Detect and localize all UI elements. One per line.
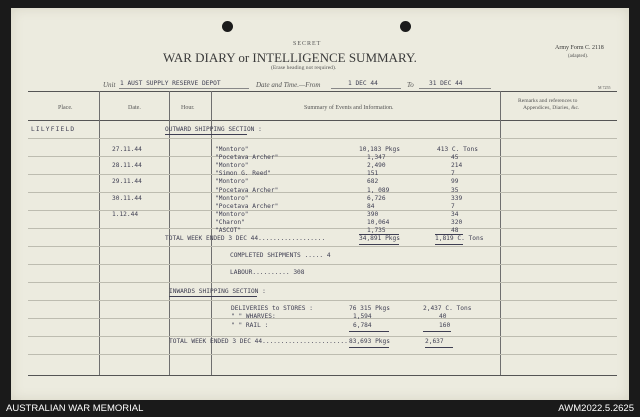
outward-row-tons: 320: [451, 218, 463, 226]
outward-heading: OUTWARD SHIPPING SECTION :: [165, 126, 262, 133]
inward-row-tons: 2,437 C. Tons: [423, 305, 472, 312]
inward-row-tons: 40: [439, 313, 447, 321]
col-header-summary: Summary of Events and Information.: [304, 105, 394, 111]
outward-row-vessel: "Montoro": [215, 210, 249, 218]
outward-row-tons: 99: [451, 178, 459, 186]
outward-row-tons: 35: [451, 186, 459, 194]
outward-heading-underline: [165, 134, 247, 135]
inward-row-pkgs: 1,594: [353, 313, 372, 321]
inward-row-pkgs: 6,784: [353, 321, 372, 329]
outward-row-pkgs: 84: [367, 202, 375, 210]
col-divider-summary: [500, 91, 501, 375]
outward-total-tons: 1,819 C. Tons: [435, 235, 484, 242]
row-rule: [28, 282, 617, 283]
row-rule: [28, 156, 617, 157]
inward-tons-underline: [423, 331, 451, 332]
outward-row-vessel: "Montoro": [215, 162, 249, 170]
table-header-rule: [28, 120, 617, 121]
col-header-remarks-1: Remarks and references to: [518, 98, 578, 104]
outward-row-pkgs: 1, 089: [367, 186, 390, 194]
secret-label: SECRET: [293, 41, 322, 47]
col-divider-place: [99, 91, 100, 375]
outward-row-vessel: "Montoro": [215, 178, 249, 186]
inward-row-label: " " RAIL :: [231, 321, 269, 329]
inward-total-label: TOTAL WEEK ENDED 3 DEC 44.......................: [169, 338, 348, 345]
outward-row-vessel: "Simon G. Reed": [215, 170, 271, 178]
table-top-rule: [28, 91, 617, 92]
date-to-underline: [419, 88, 491, 89]
outward-row-pkgs: 10,064: [367, 218, 390, 226]
punch-hole-left: [222, 21, 233, 32]
form-title: WAR DIARY or INTELLIGENCE SUMMARY.: [163, 50, 417, 65]
inward-row-pkgs: 76 315 Pkgs: [349, 305, 390, 312]
col-header-hour: Hour.: [181, 105, 195, 111]
outward-row-vessel: "Pocetava Archer": [215, 186, 279, 194]
outward-row-tons: 214: [451, 162, 463, 170]
outward-row-pkgs: 682: [367, 178, 379, 186]
row-rule: [28, 354, 617, 355]
row-rule: [28, 318, 617, 319]
unit-value: 1 AUST SUPPLY RESERVE DEPOT: [120, 80, 221, 87]
date-to-value: 31 DEC 44: [429, 80, 463, 87]
form-subtitle: (Erase heading not required).: [271, 65, 337, 71]
outward-row-vessel: "Montoro": [215, 194, 249, 202]
row-rule: [28, 174, 617, 175]
row-rule: [28, 138, 617, 139]
inward-total-tons: 2,637: [425, 338, 444, 345]
col-header-date: Date.: [128, 105, 141, 111]
archive-footer: [0, 400, 640, 417]
outward-total-label: TOTAL WEEK ENDED 3 DEC 44..................: [165, 235, 326, 242]
outward-row-tons: 45: [451, 154, 459, 162]
outward-row-tons: 34: [451, 210, 459, 218]
unit-underline: [119, 88, 249, 89]
outward-row-pkgs: 151: [367, 170, 379, 178]
col-header-remarks-2: Appendices, Diaries, &c.: [523, 105, 580, 111]
outward-total-pkgs: 34,891 Pkgs: [359, 235, 400, 242]
date-from-value: 1 DEC 44: [348, 80, 378, 87]
inward-heading-underline: [169, 296, 257, 297]
inward-pkgs-underline: [349, 331, 389, 332]
outward-row-tons: 48: [451, 227, 459, 234]
outward-row-pkgs: 1,735: [367, 227, 386, 234]
outward-row-tons: 339: [451, 194, 463, 202]
date-from-underline: [331, 88, 401, 89]
row-rule: [28, 264, 617, 265]
unit-label: Unit: [103, 81, 116, 89]
outward-row-vessel: "Charon": [215, 218, 245, 226]
outward-row-date: 1.12.44: [112, 210, 139, 218]
outward-row-tons: 7: [451, 202, 455, 210]
inward-total-pkgs-underline: [349, 347, 389, 348]
outward-row-pkgs: 10,183 Pkgs: [359, 146, 400, 153]
inward-row-label: DELIVERIES to STORES :: [231, 305, 313, 312]
row-rule: [28, 300, 617, 301]
completed-shipments: COMPLETED SHIPMENTS ..... 4: [230, 252, 331, 259]
footer-reference: AWM2022.5.2625: [558, 403, 634, 414]
outward-row-tons: 413 C. Tons: [437, 146, 478, 153]
row-rule: [28, 228, 617, 229]
punch-hole-right: [400, 21, 411, 32]
outward-row-pkgs: 390: [367, 210, 379, 218]
date-range-label: Date and Time.—From: [256, 81, 321, 89]
outward-row-pkgs: 1,347: [367, 154, 386, 162]
outward-row-date: 30.11.44: [112, 194, 142, 202]
total-pkgs-underline: [359, 244, 399, 245]
inward-total-tons-underline: [425, 347, 453, 348]
outward-row-pkgs: 6,726: [367, 194, 386, 202]
outward-row-vessel: "ASCOT": [215, 227, 242, 234]
inward-heading: INWARDS SHIPPING SECTION :: [169, 288, 266, 295]
row-rule: [28, 336, 617, 337]
labour-count: LABOUR.......... 308: [230, 269, 305, 276]
outward-row-tons: 7: [451, 170, 455, 178]
outward-row-date: 29.11.44: [112, 178, 142, 186]
footer-source: AUSTRALIAN WAR MEMORIAL: [6, 403, 144, 414]
date-to-label: To: [407, 81, 414, 89]
outward-row-vessel: "Pocetava Archer": [215, 202, 279, 210]
outward-row-vessel: "Montoro": [215, 146, 249, 153]
row-rule: [28, 192, 617, 193]
col-header-place: Place.: [58, 105, 73, 111]
adapted-note: (adapted).: [568, 54, 589, 59]
outward-row-vessel: "Pocetava Archer": [215, 154, 279, 162]
place-entry: LILYFIELD: [31, 126, 76, 133]
form-print-code: M 7255: [598, 85, 611, 90]
diary-sheet: [11, 8, 629, 400]
outward-row-date: 27.11.44: [112, 146, 142, 153]
inward-total-pkgs: 83,693 Pkgs: [349, 338, 390, 345]
inward-row-tons: 160: [439, 321, 451, 329]
inward-row-label: " " WHARVES:: [231, 313, 276, 321]
total-tons-underline: [435, 244, 463, 245]
outward-row-date: 28.11.44: [112, 162, 142, 170]
outward-row-pkgs: 2,490: [367, 162, 386, 170]
row-rule: [28, 246, 617, 247]
table-bottom-rule: [28, 375, 617, 376]
army-form-number: Army Form C. 2118: [555, 45, 604, 51]
